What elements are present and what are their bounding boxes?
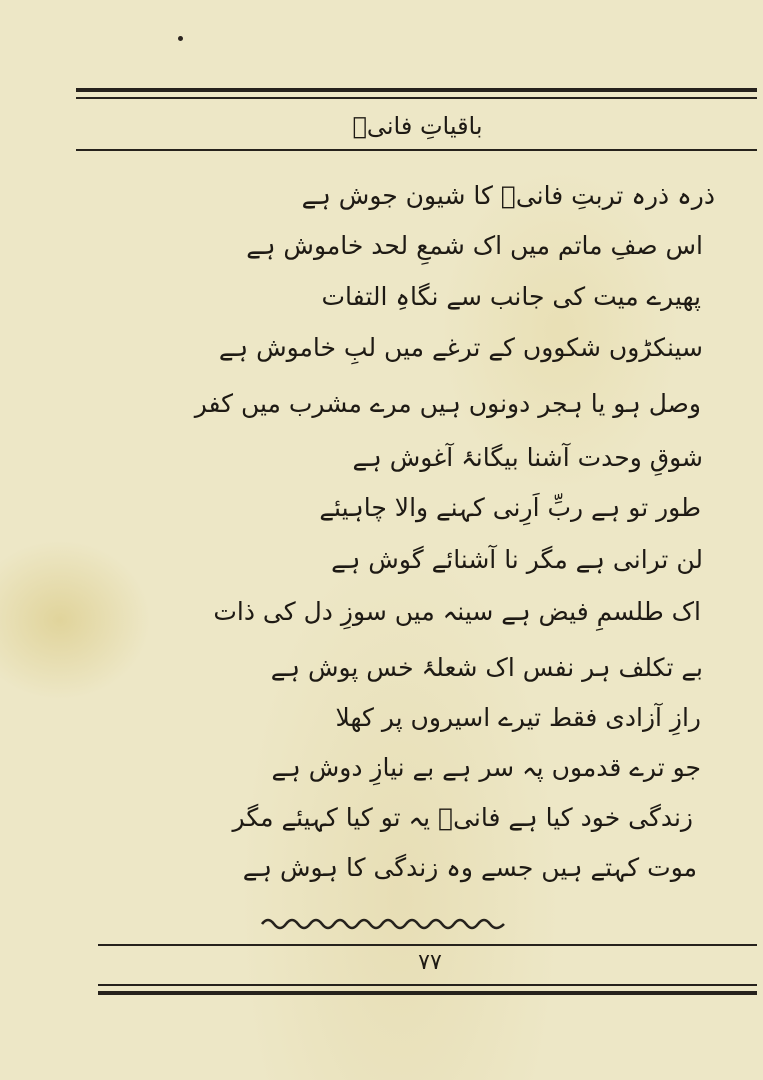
verse-line: شوقِ وحدت آشنا بیگانۂ آغوش ہے [352,443,703,472]
footer-rule-thin [98,944,757,946]
top-rule-thin [76,97,757,99]
verse-line: لن ترانی ہے مگر نا آشنائے گوش ہے [331,545,703,574]
running-head: باقیاتِ فانیؔ [352,112,483,140]
verse-line: پھیرے میت کی جانب سے نگاہِ التفات [321,282,701,311]
verse-line: وصل ہو یا ہجر دونوں ہیں مرے مشرب میں کفر [194,389,701,418]
squiggle-ornament [258,912,508,936]
bottom-rule-thick [98,991,757,995]
verse-line: موت کہتے ہیں جسے وہ زندگی کا ہوش ہے [242,853,697,882]
verse-line: رازِ آزادی فقط تیرے اسیروں پر کھلا [335,703,701,732]
verse-line: ذرہ ذرہ تربتِ فانیؔ کا شیون جوش ہے [301,181,715,210]
page-number: ۷۷ [418,950,442,975]
verse-line: زندگی خود کیا ہے فانیؔ یہ تو کیا کہیئے مگر [232,803,693,832]
bottom-rule-thin [98,984,757,986]
top-rule-thick [76,88,757,92]
verse-line: اک طلسمِ فیض ہے سینہ میں سوزِ دل کی ذات [213,597,701,626]
ink-speck [178,36,183,41]
header-underline [76,149,757,151]
verse-line: اس صفِ ماتم میں اک شمعِ لحد خاموش ہے [246,231,703,260]
verse-line: جو ترے قدموں پہ سر ہے بے نیازِ دوش ہے [271,753,701,782]
verse-line: طور تو ہے ربِّ اَرِنی کہنے والا چاہیئے [319,493,701,522]
verse-line: بے تکلف ہر نفس اک شعلۂ خس پوش ہے [270,653,703,682]
verse-line: سینکڑوں شکووں کے ترغے میں لبِ خاموش ہے [218,333,703,362]
